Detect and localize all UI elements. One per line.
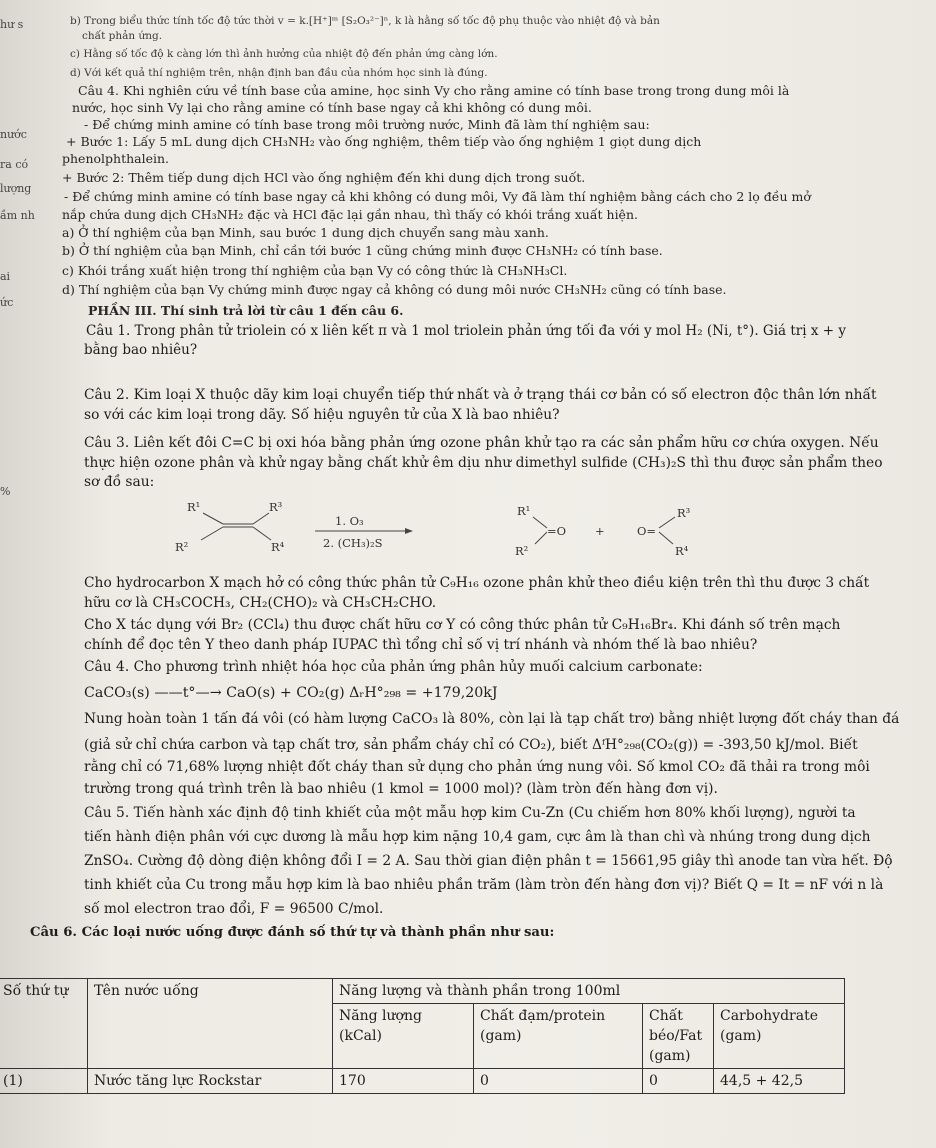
drinks-table bbox=[0, 978, 845, 1094]
cau4-line: nắp chứa dung dịch CH₃NH₂ đặc và HCl đặc lại gần nhau, thì thấy có khói trắng xuất hiện. bbox=[62, 207, 638, 222]
q3-line: sơ đồ sau: bbox=[84, 474, 155, 490]
q4-line: rằng chỉ có 71,68% lượng nhiệt đốt cháy than sử dụng cho phản ứng nung vôi. Số kmol CO₂ đã thải ra trong môi bbox=[84, 759, 870, 775]
q6-line: Câu 6. Các loại nước uống được đánh số thứ tự và thành phần như sau: bbox=[30, 925, 555, 940]
cau4-line: c) Khói trắng xuất hiện trong thí nghiệm của bạn Vy có công thức là CH₃NH₃Cl. bbox=[62, 263, 568, 278]
q4-line: trường trong quá trình trên là bao nhiêu (1 kmol = 1000 mol)? (làm tròn đến hàng đơn vị). bbox=[84, 781, 718, 797]
cau4-line: - Để chứng minh amine có tính base trong môi trường nước, Minh đã làm thí nghiệm sau: bbox=[84, 117, 650, 132]
q5-line: tiến hành điện phân với cực dương là mẫu hợp kim nặng 10,4 gam, cực âm là than chì và nhúng trong dung dịch bbox=[84, 829, 871, 845]
carbonyl-o: O= bbox=[637, 524, 657, 538]
cau4-line: d) Thí nghiệm của bạn Vy chứng minh được ngay cả không có dung môi nước CH₃NH₂ cũng có tính base. bbox=[62, 282, 727, 297]
cell-name: Nước tăng lực Rockstar bbox=[88, 1069, 333, 1094]
r2-label: R² bbox=[175, 540, 189, 554]
margin-note: hư s bbox=[0, 18, 24, 31]
cau4-line: b) Ở thí nghiệm của bạn Minh, chỉ cần tới bước 1 cũng chứng minh được CH₃NH₂ có tính base. bbox=[62, 243, 663, 258]
step2-label: 2. (CH₃)₂S bbox=[323, 536, 383, 550]
cau4-line: Câu 4. Khi nghiên cứu về tính base của amine, học sinh Vy cho rằng amine có tính base trong trong dung môi là bbox=[78, 83, 790, 98]
q2-line: Câu 2. Kim loại X thuộc dãy kim loại chuyển tiếp thứ nhất và ở trạng thái cơ bản có số electron độc thân lớn nhất bbox=[84, 387, 877, 403]
cau4-line: a) Ở thí nghiệm của bạn Minh, sau bước 1 dung dịch chuyển sang màu xanh. bbox=[62, 225, 549, 240]
header-energy: Năng lượng (kCal) bbox=[333, 1004, 474, 1069]
r4-label: R⁴ bbox=[271, 540, 285, 554]
cau4-line: + Bước 2: Thêm tiếp dung dịch HCl vào ống nghiệm đến khi dung dịch trong suốt. bbox=[62, 170, 586, 185]
q5-line: tinh khiết của Cu trong mẫu hợp kim là bao nhiêu phần trăm (làm tròn đến hàng đơn vị)? Biết Q = It = nF với n là bbox=[84, 877, 884, 893]
margin-note: nước bbox=[0, 128, 27, 141]
cau4-line: phenolphthalein. bbox=[62, 151, 170, 166]
r1-label: R¹ bbox=[187, 500, 201, 514]
part3-heading: PHẦN III. Thí sinh trả lời từ câu 1 đến câu 6. bbox=[88, 303, 404, 318]
margin-note: ức bbox=[0, 296, 14, 309]
carbonyl-o: =O bbox=[547, 524, 567, 538]
cell-protein: 0 bbox=[474, 1069, 643, 1094]
plus-sign: + bbox=[595, 524, 605, 538]
cell-fat: 0 bbox=[643, 1069, 714, 1094]
q5-line: ZnSO₄. Cường độ dòng điện không đổi I = 2 A. Sau thời gian điện phân t = 15661,95 giây thì anode tan vừa hết. Độ bbox=[84, 853, 893, 869]
product-r3: R³ bbox=[677, 506, 691, 520]
q5-line: số mol electron trao đổi, F = 96500 C/mol. bbox=[84, 901, 384, 917]
q3-line: Câu 3. Liên kết đôi C=C bị oxi hóa bằng phản ứng ozone phân khử tạo ra các sản phẩm hữu cơ chứa oxygen. Nếu bbox=[84, 435, 879, 451]
margin-note: ai bbox=[0, 270, 11, 283]
cell-carb: 44,5 + 42,5 bbox=[714, 1069, 845, 1094]
q4-line: Nung hoàn toàn 1 tấn đá vôi (có hàm lượng CaCO₃ là 80%, còn lại là tạp chất trơ) bằng nhiệt lượng đốt cháy than đá bbox=[84, 711, 900, 727]
cau4-line: + Bước 1: Lấy 5 mL dung dịch CH₃NH₂ vào ống nghiệm, thêm tiếp vào ống nghiệm 1 giọt dung dịch bbox=[66, 134, 702, 149]
margin-note: lượng bbox=[0, 182, 32, 195]
cell-no: (1) bbox=[0, 1069, 88, 1094]
q4-line: (giả sử chỉ chứa carbon và tạp chất trơ, sản phẩm cháy chỉ có CO₂), biết ΔᶠH°₂₉₈(CO₂(g)) = -393,50 kJ/mol. Biết bbox=[84, 737, 858, 753]
q3-line: thực hiện ozone phân và khử ngay bằng chất khử êm dịu như dimethyl sulfide (CH₃)₂S thì thu được sản phẩm theo bbox=[84, 455, 883, 471]
q2-line: so với các kim loại trong dãy. Số hiệu nguyên tử của X là bao nhiêu? bbox=[84, 407, 560, 423]
step1-label: 1. O₃ bbox=[335, 514, 364, 528]
table-row bbox=[0, 1069, 845, 1094]
cau4-line: nước, học sinh Vy lại cho rằng amine có tính base ngay cả khi không có dung môi. bbox=[72, 100, 592, 115]
q3-cont-line: Cho X tác dụng với Br₂ (CCl₄) thu được chất hữu cơ Y có công thức phân tử C₉H₁₆Br₄. Khi đánh số trên mạch bbox=[84, 617, 841, 633]
q1-line: Câu 1. Trong phân tử triolein có x liên kết π và 1 mol triolein phản ứng tối đa với y mol H₂ (Ni, t°). Giá trị x + y bbox=[86, 323, 846, 339]
q3-cont-line: hữu cơ là CH₃COCH₃, CH₂(CHO)₂ và CH₃CH₂CHO. bbox=[84, 595, 437, 611]
product-r4: R⁴ bbox=[675, 544, 689, 558]
q3-cont-line: Cho hydrocarbon X mạch hở có công thức phân tử C₉H₁₆ ozone phân khử theo điều kiện trên thì thu được 3 chất bbox=[84, 575, 870, 591]
header-protein: Chất đạm/protein (gam) bbox=[474, 1004, 643, 1069]
margin-note: ra có bbox=[0, 158, 29, 171]
header-fat: Chất béo/Fat (gam) bbox=[643, 1004, 714, 1069]
header-name: Tên nước uống bbox=[88, 979, 333, 1069]
statement-line: b) Trong biểu thức tính tốc độ tức thời v = k.[H⁺]ᵐ [S₂O₃²⁻]ⁿ, k là hằng số tốc độ phụ thuộc vào nhiệt độ và bản bbox=[70, 15, 660, 27]
margin-note: % bbox=[0, 485, 11, 498]
q4-equation: CaCO₃(s) ——t°—→ CaO(s) + CO₂(g) ΔᵣH°₂₉₈ = +179,20kJ bbox=[84, 685, 498, 701]
statement-line: d) Với kết quả thí nghiệm trên, nhận định ban đầu của nhóm học sinh là đúng. bbox=[70, 67, 488, 79]
cell-energy: 170 bbox=[333, 1069, 474, 1094]
statement-line: chất phản ứng. bbox=[82, 30, 163, 42]
ozonolysis-scheme bbox=[175, 500, 735, 562]
product-r2: R² bbox=[515, 544, 529, 558]
header-no: Số thứ tự bbox=[0, 979, 88, 1069]
header-carb: Carbohydrate (gam) bbox=[714, 1004, 845, 1069]
r3-label: R³ bbox=[269, 500, 283, 514]
cau4-line: - Để chứng minh amine có tính base ngay cả khi không có dung môi, Vy đã làm thí nghiệm bằng cách cho 2 lọ đều mở bbox=[64, 189, 811, 204]
q1-line: bằng bao nhiêu? bbox=[84, 342, 198, 358]
q5-line: Câu 5. Tiến hành xác định độ tinh khiết của một mẫu hợp kim Cu-Zn (Cu chiếm hơn 80% khối lượng), người ta bbox=[84, 805, 856, 821]
header-group: Năng lượng và thành phần trong 100ml bbox=[333, 979, 845, 1004]
statement-line: c) Hằng số tốc độ k càng lớn thì ảnh hưởng của nhiệt độ đến phản ứng càng lớn. bbox=[70, 48, 498, 60]
product-r1: R¹ bbox=[517, 504, 531, 518]
q4-line: Câu 4. Cho phương trình nhiệt hóa học của phản ứng phân hủy muối calcium carbonate: bbox=[84, 659, 703, 675]
q3-cont-line: chính để đọc tên Y theo danh pháp IUPAC thì tổng chỉ số vị trí nhánh và nhóm thế là bao nhiêu? bbox=[84, 637, 758, 653]
margin-note: ầm nh bbox=[0, 209, 35, 222]
